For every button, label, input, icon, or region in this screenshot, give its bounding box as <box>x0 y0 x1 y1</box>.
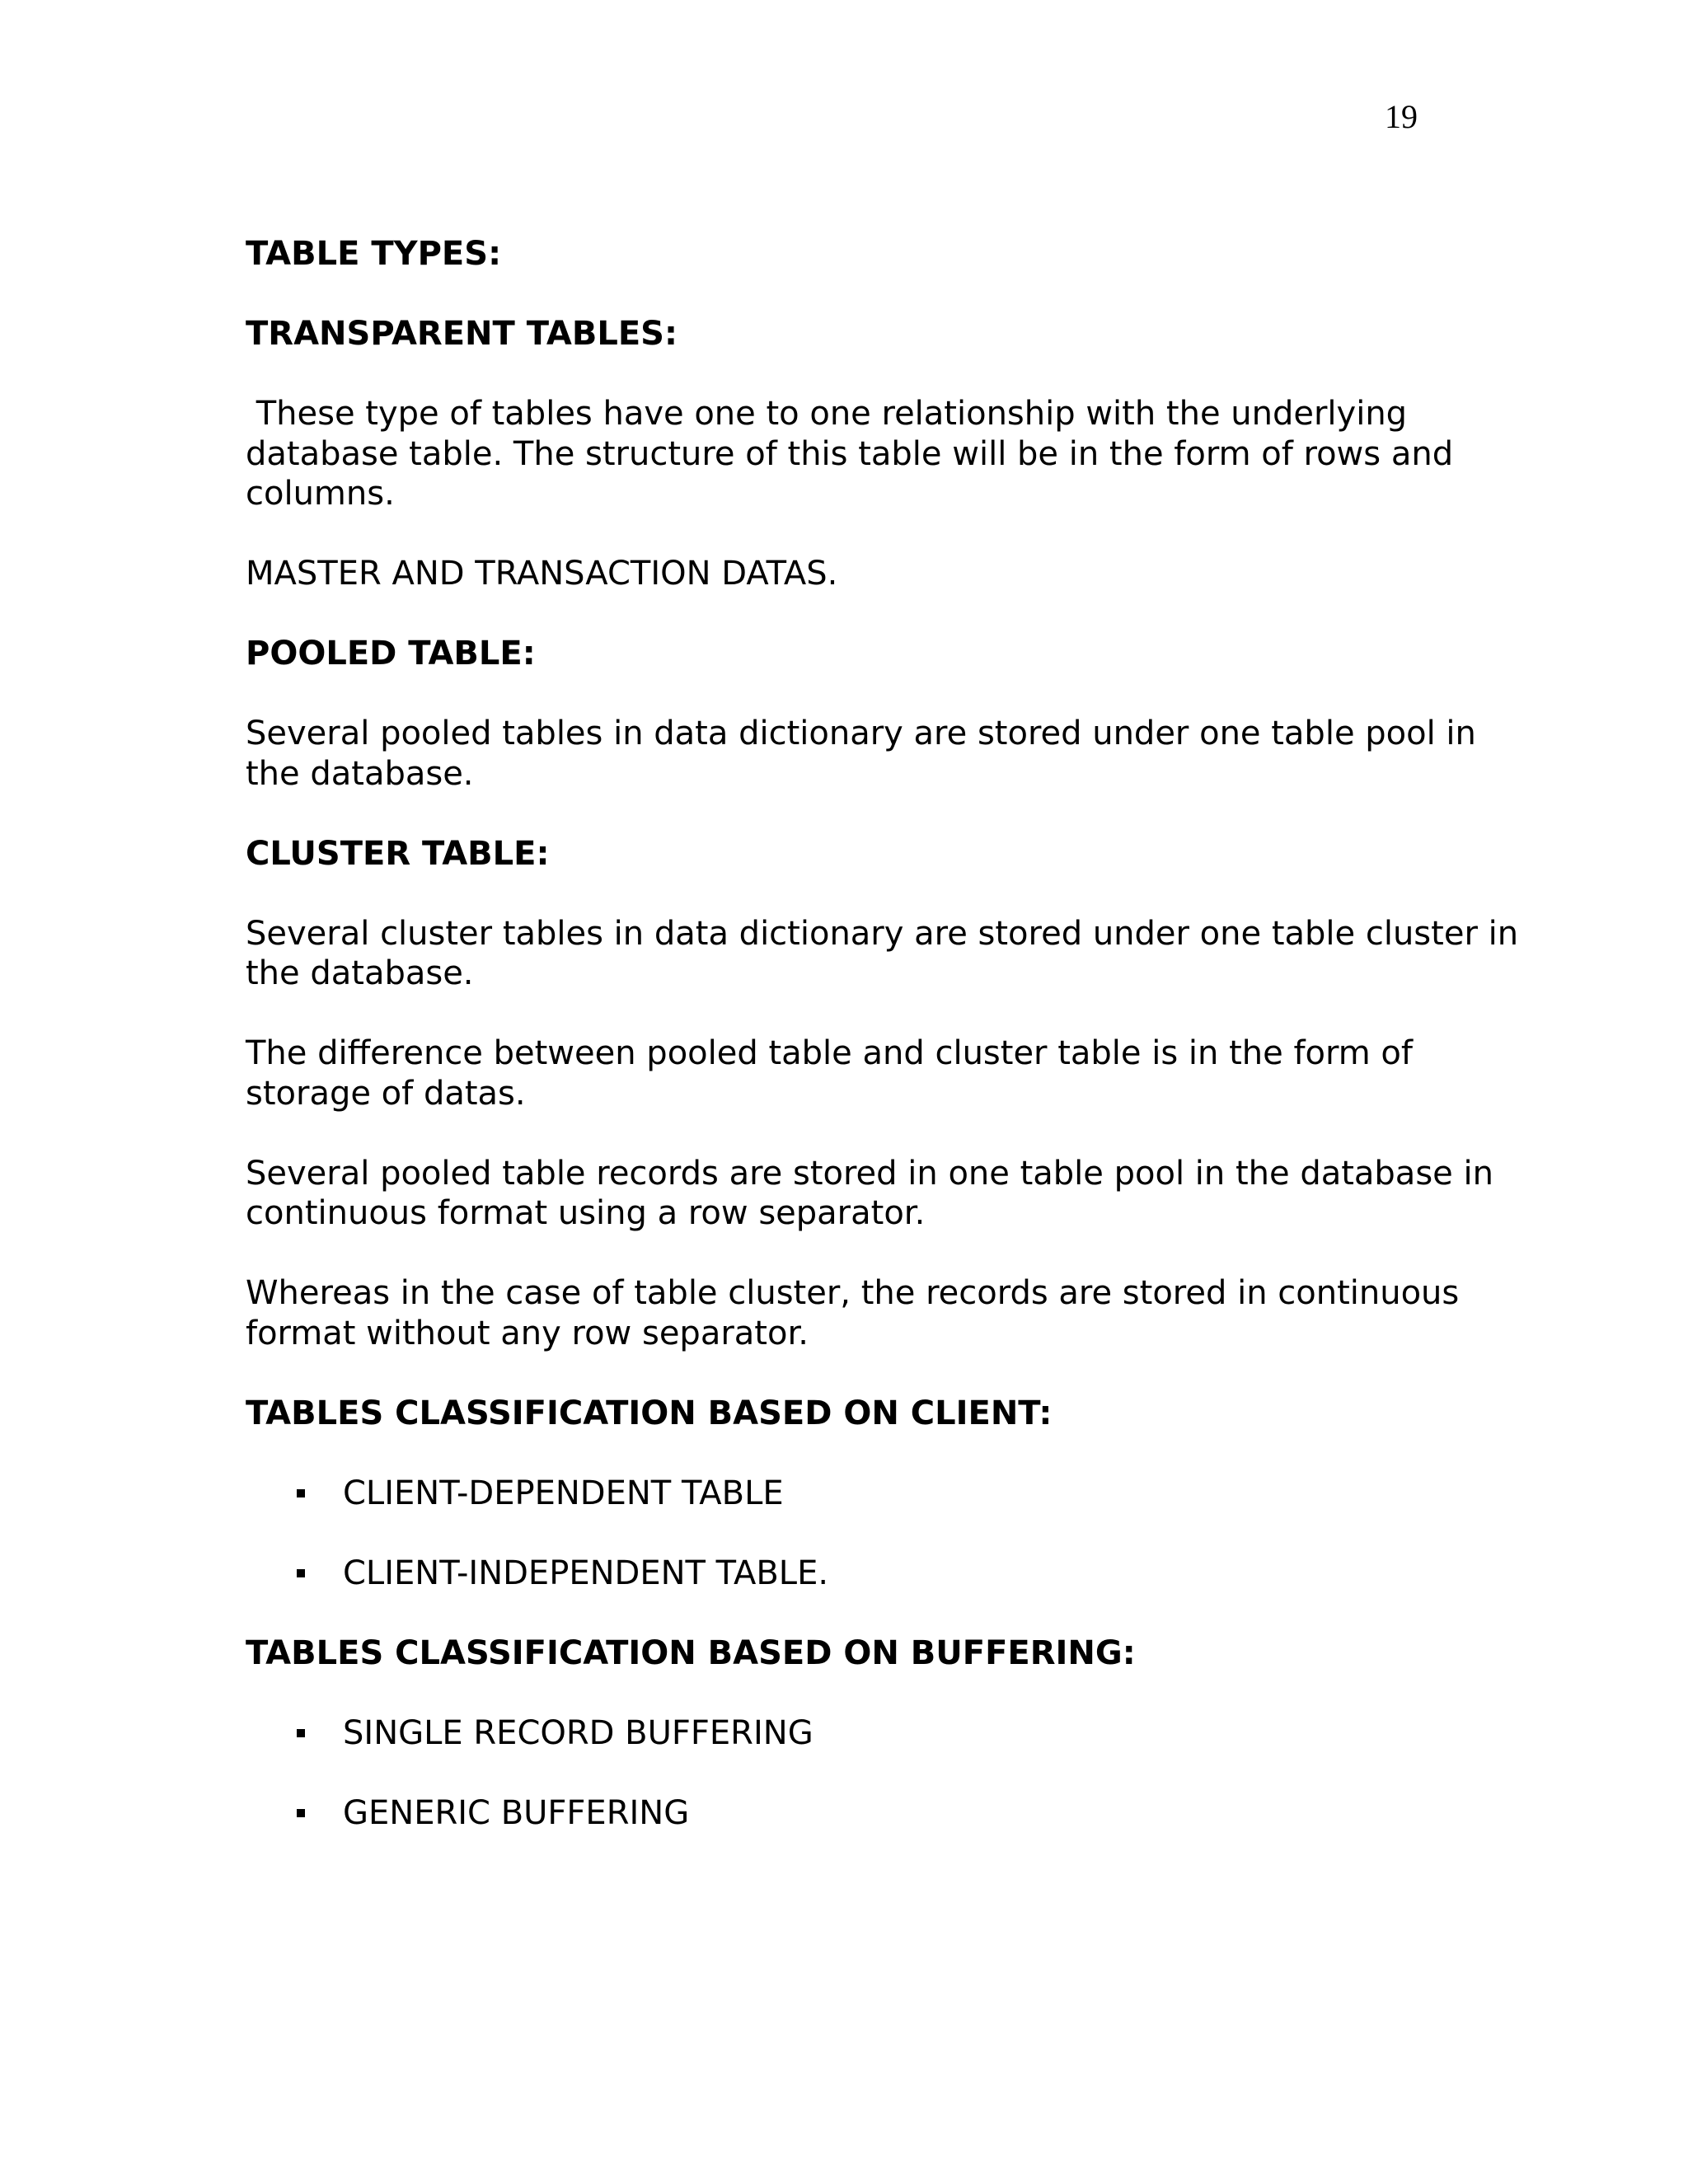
pooled-records-line-2: continuous format using a row separator. <box>246 1194 926 1232</box>
difference-line-1: The difference between pooled table and cluster table is in the form of <box>246 1034 1413 1072</box>
square-bullet-icon <box>297 1809 305 1817</box>
master-transaction-line: MASTER AND TRANSACTION DATAS. <box>246 555 838 593</box>
pooled-line-1: Several pooled tables in data dictionary are stored under one table pool in <box>246 715 1476 752</box>
difference-paragraph <box>246 1033 1564 1113</box>
pooled-records-paragraph <box>246 1154 1564 1234</box>
transparent-tables-heading: TRANSPARENT TABLES: <box>246 315 678 353</box>
pooled-table-heading: POOLED TABLE: <box>246 635 536 673</box>
list-item <box>246 1713 1564 1754</box>
list-item <box>246 1474 1564 1514</box>
list-item-label: SINGLE RECORD BUFFERING <box>343 1713 814 1752</box>
pooled-line-2: the database. <box>246 754 474 793</box>
cluster-table-heading: CLUSTER TABLE: <box>246 834 550 873</box>
table-types-heading: TABLE TYPES: <box>246 235 502 273</box>
list-item <box>246 1793 1564 1834</box>
list-item <box>246 1554 1564 1594</box>
difference-line-2: storage of datas. <box>246 1074 526 1113</box>
list-item-label: CLIENT-INDEPENDENT TABLE. <box>343 1554 829 1592</box>
client-classification-list <box>246 1474 1564 1594</box>
square-bullet-icon <box>297 1729 305 1737</box>
whereas-line-2: format without any row separator. <box>246 1314 809 1352</box>
buffering-classification-list <box>246 1713 1564 1834</box>
whereas-line-1: Whereas in the case of table cluster, the records are stored in continuous <box>246 1274 1460 1312</box>
transparent-tables-paragraph <box>246 394 1564 514</box>
cluster-line-2: the database. <box>246 954 474 992</box>
pooled-records-line-1: Several pooled table records are stored in one table pool in the database in <box>246 1154 1493 1193</box>
transparent-line-1: These type of tables have one to one relationship with the underlying <box>246 395 1408 433</box>
cluster-line-1: Several cluster tables in data dictionary are stored under one table cluster in <box>246 914 1519 953</box>
list-item-label: GENERIC BUFFERING <box>343 1793 690 1832</box>
square-bullet-icon <box>297 1489 305 1497</box>
transparent-line-2: database table. The structure of this table will be in the form of rows and <box>246 434 1454 473</box>
client-classification-heading: TABLES CLASSIFICATION BASED ON CLIENT: <box>246 1394 1053 1432</box>
pooled-table-paragraph <box>246 714 1564 794</box>
page-number: 19 <box>1385 98 1418 135</box>
list-item-label: CLIENT-DEPENDENT TABLE <box>343 1474 784 1512</box>
square-bullet-icon <box>297 1569 305 1577</box>
transparent-line-3: columns. <box>246 475 395 513</box>
document-body <box>246 234 1564 1873</box>
cluster-table-paragraph <box>246 914 1564 994</box>
whereas-paragraph <box>246 1273 1564 1353</box>
buffering-classification-heading: TABLES CLASSIFICATION BASED ON BUFFERING: <box>246 1633 1136 1672</box>
